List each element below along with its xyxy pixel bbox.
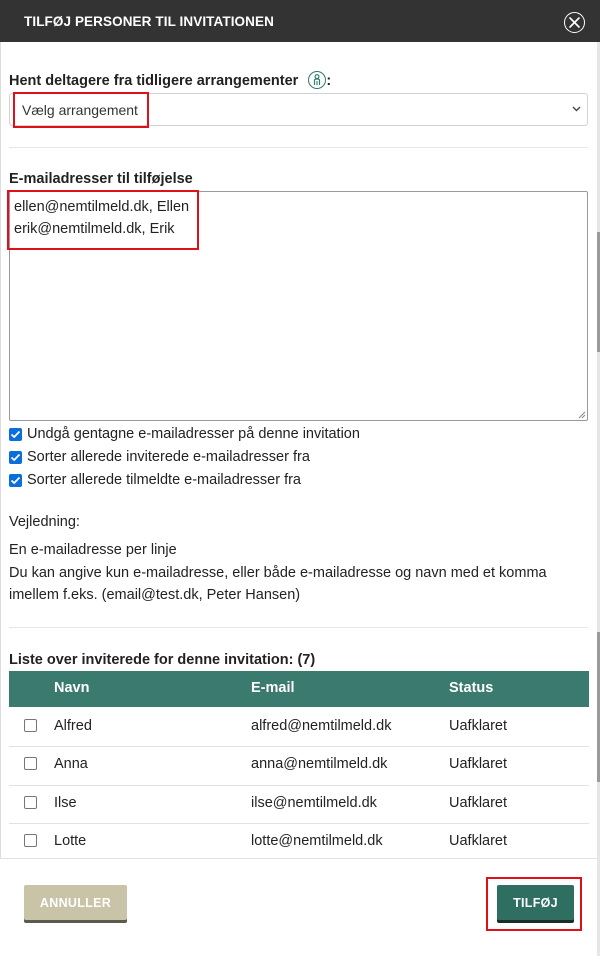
fetch-participants-label-text: Hent deltagere fra tidligere arrangementer bbox=[9, 73, 299, 89]
option-label: Sorter allerede tilmeldte e-mailadresser fra bbox=[27, 472, 301, 488]
dialog-left-border bbox=[0, 42, 1, 956]
label-colon: : bbox=[326, 73, 332, 89]
row-name: Anna bbox=[54, 756, 88, 772]
close-icon[interactable] bbox=[564, 12, 585, 33]
option-avoid-duplicates[interactable] bbox=[9, 425, 360, 443]
column-header-name[interactable]: Navn bbox=[54, 680, 90, 696]
row-checkbox[interactable] bbox=[24, 834, 37, 847]
email-entry: ellen@nemtilmeld.dk, Ellen bbox=[14, 199, 190, 215]
email-label: E-mailadresser til tilføjelse bbox=[9, 171, 193, 187]
email-entry: erik@nemtilmeld.dk, Erik bbox=[14, 221, 175, 237]
option-skip-invited[interactable] bbox=[9, 448, 310, 466]
guide-line: En e-mailadresse per linje bbox=[9, 542, 177, 558]
add-button[interactable]: TILFØJ bbox=[497, 885, 574, 920]
row-status: Uafklaret bbox=[449, 833, 508, 849]
guide-line: Du kan angive kun e-mailadresse, eller både e-mailadresse og navn med et komma bbox=[9, 565, 547, 581]
column-header-email[interactable]: E-mail bbox=[251, 680, 295, 696]
row-email: ilse@nemtilmeld.dk bbox=[251, 795, 377, 811]
invited-list-title: Liste over inviterede for denne invitation: (7) bbox=[9, 652, 316, 668]
invited-table-header bbox=[9, 671, 589, 707]
guide-heading: Vejledning: bbox=[9, 514, 80, 530]
column-header-status[interactable]: Status bbox=[449, 680, 494, 696]
checkbox-checked[interactable] bbox=[9, 451, 22, 464]
option-skip-registered[interactable] bbox=[9, 471, 301, 489]
row-checkbox[interactable] bbox=[24, 719, 37, 732]
table-row[interactable] bbox=[9, 708, 589, 746]
chevron-down-icon bbox=[572, 106, 581, 112]
row-checkbox[interactable] bbox=[24, 757, 37, 770]
table-row[interactable] bbox=[9, 785, 589, 823]
row-status: Uafklaret bbox=[449, 795, 508, 811]
row-checkbox[interactable] bbox=[24, 796, 37, 809]
row-status: Uafklaret bbox=[449, 756, 508, 772]
checkbox-checked[interactable] bbox=[9, 428, 22, 441]
row-email: lotte@nemtilmeld.dk bbox=[251, 833, 383, 849]
dialog-title: TILFØJ PERSONER TIL INVITATIONEN bbox=[24, 14, 274, 29]
table-row[interactable] bbox=[9, 746, 589, 784]
row-name: Alfred bbox=[54, 718, 92, 734]
row-name: Ilse bbox=[54, 795, 77, 811]
option-label: Undgå gentagne e-mailadresser på denne invitation bbox=[27, 426, 360, 442]
email-textarea[interactable] bbox=[9, 191, 588, 421]
section-divider bbox=[9, 627, 588, 628]
option-label: Sorter allerede inviterede e-mailadresser fra bbox=[27, 449, 310, 465]
info-icon[interactable] bbox=[308, 71, 326, 89]
row-name: Lotte bbox=[54, 833, 87, 849]
fetch-participants-label bbox=[9, 71, 331, 89]
row-email: anna@nemtilmeld.dk bbox=[251, 756, 388, 772]
email-textarea-content bbox=[14, 196, 189, 240]
row-status: Uafklaret bbox=[449, 718, 508, 734]
checkbox-checked[interactable] bbox=[9, 474, 22, 487]
event-select[interactable] bbox=[9, 93, 588, 126]
event-select-value: Vælg arrangement bbox=[22, 102, 138, 118]
row-email: alfred@nemtilmeld.dk bbox=[251, 718, 392, 734]
cancel-button[interactable]: ANNULLER bbox=[24, 885, 127, 920]
table-row[interactable] bbox=[9, 823, 589, 861]
section-divider bbox=[9, 147, 588, 148]
resize-grip-icon[interactable] bbox=[577, 410, 586, 419]
dialog-header bbox=[0, 0, 600, 42]
guide-line: imellem f.eks. (email@test.dk, Peter Hansen) bbox=[9, 587, 301, 603]
